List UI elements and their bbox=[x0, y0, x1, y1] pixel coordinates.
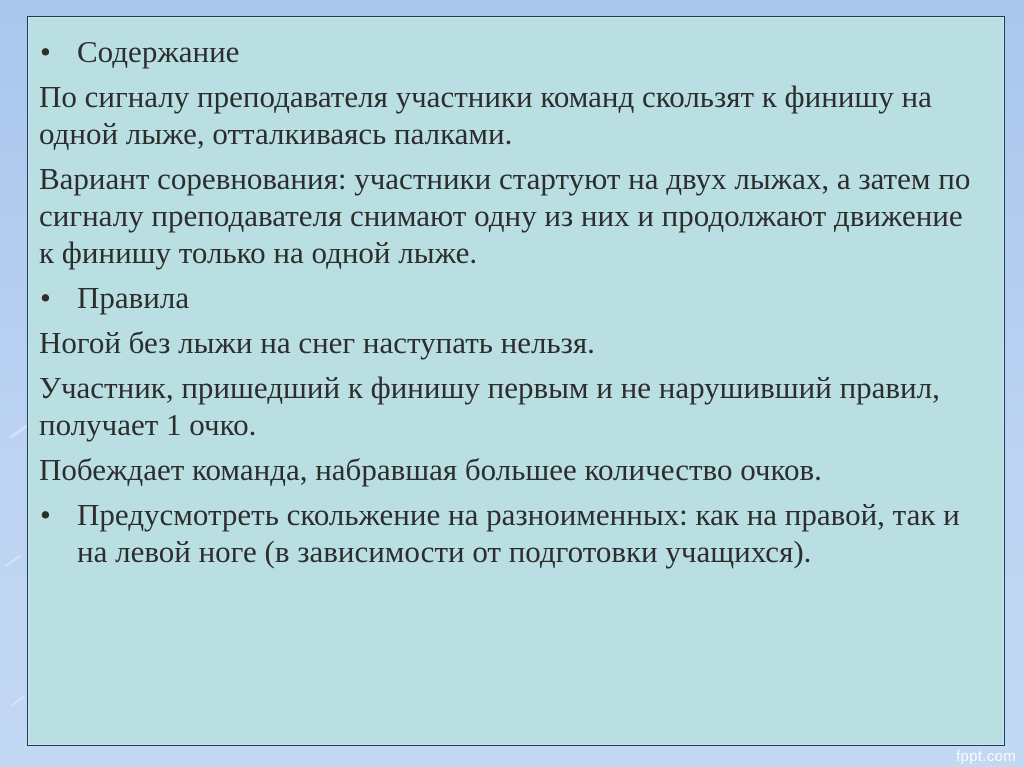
background-decoration bbox=[5, 555, 21, 567]
paragraph: По сигналу преподавателя участники команд скользят к финишу на одной лыже, отталкиваясь палками. bbox=[39, 79, 932, 151]
background-decoration bbox=[11, 696, 25, 707]
bullet-icon: • bbox=[40, 497, 51, 532]
bullet-icon: • bbox=[40, 34, 51, 69]
slide-text bbox=[39, 33, 984, 578]
bullet-item-rules bbox=[39, 279, 984, 316]
paragraph: Участник, пришедший к финишу первым и не нарушивший правил, получает 1 очко. bbox=[39, 370, 940, 442]
bullet-item-content bbox=[39, 33, 984, 70]
paragraph: Побеждает команда, набравшая большее количество очков. bbox=[39, 452, 822, 487]
background-decoration bbox=[9, 424, 29, 439]
bullet-text: Предусмотреть скольжение на разноименных: как на правой, так и на левой ноге (в зависимости от подготовки учащихся). bbox=[77, 497, 960, 569]
slide-content-box bbox=[27, 16, 1005, 746]
paragraph: Ногой без лыжи на снег наступать нельзя. bbox=[39, 325, 595, 360]
bullet-text: Содержание bbox=[77, 34, 240, 69]
paragraph: Вариант соревнования: участники стартуют на двух лыжах, а затем по сигналу преподавателя снимают одну из них и продолжают движение к финишу только на одной лыже. bbox=[39, 161, 971, 270]
watermark: fppt.com bbox=[956, 748, 1016, 765]
bullet-icon: • bbox=[40, 280, 51, 315]
bullet-item-note bbox=[39, 496, 984, 570]
bullet-text: Правила bbox=[77, 280, 190, 315]
